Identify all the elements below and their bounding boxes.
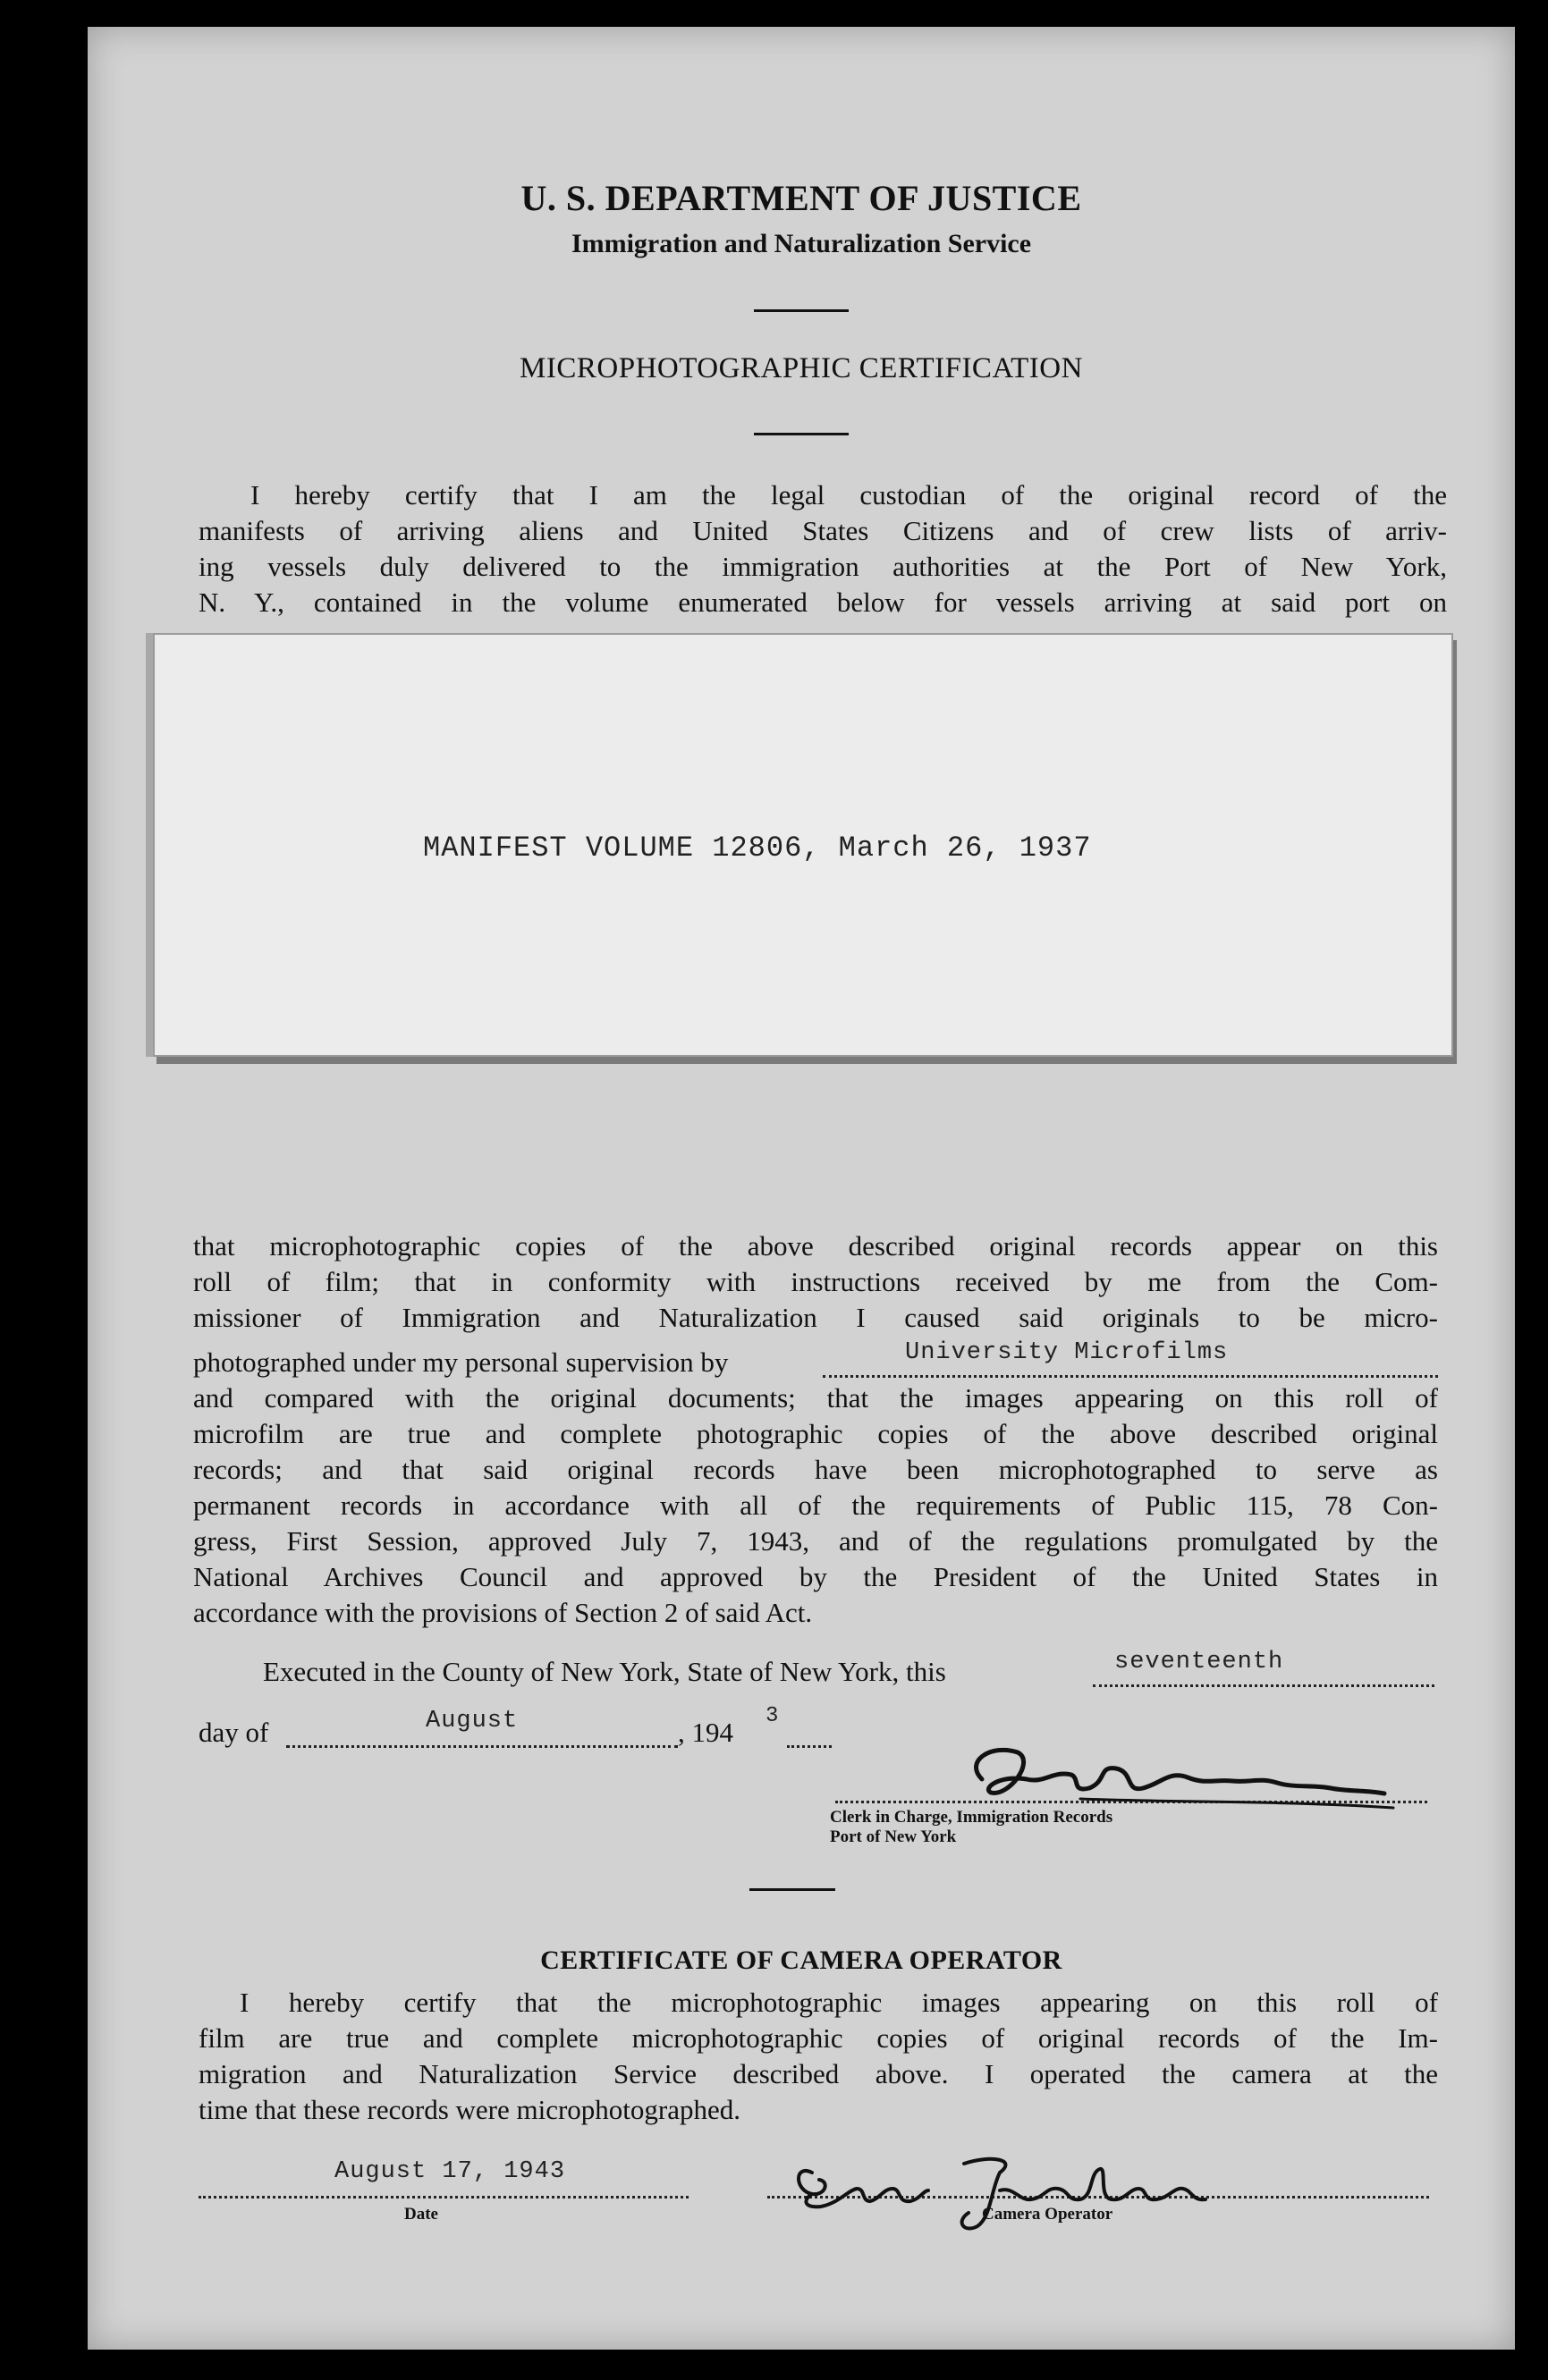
supervision-prefix: photographed under my personal supervision by [193, 1346, 729, 1378]
body-paragraph-bottom [193, 1380, 1438, 1631]
intro-line: I hereby certify that I am the legal custodian of the original record of the [250, 479, 1447, 511]
operator-line: I hereby certify that the microphotographic images appearing on this roll of [240, 1987, 1438, 2018]
intro-line: manifests of arriving aliens and United States Citizens and of crew lists of arriv- [199, 515, 1447, 546]
year-dotted-line [787, 1745, 832, 1748]
body-paragraph-top [193, 1228, 1438, 1336]
service-subtitle: Immigration and Naturalization Service [571, 229, 1032, 258]
body-line: roll of film; that in conformity with instructions received by me from the Com- [193, 1266, 1438, 1297]
month-filled-value: August [426, 1708, 519, 1734]
body-line: records; and that said original records have been microphotographed to serve as [193, 1454, 1438, 1485]
camera-operator-title: CERTIFICATE OF CAMERA OPERATOR [540, 1945, 1062, 1975]
body-line: that microphotographic copies of the above described original records appear on this [193, 1230, 1438, 1262]
supervision-filled-value: University Microfilms [905, 1339, 1229, 1366]
day-filled-value: seventeenth [1114, 1649, 1284, 1675]
document-page [88, 27, 1515, 2350]
body-line: and compared with the original documents; that the images appearing on this roll of [193, 1382, 1438, 1414]
body-line: gress, First Session, approved July 7, 1943, and of the regulations promulgated by the [193, 1525, 1438, 1557]
clerk-title-line-2: Port of New York [830, 1827, 957, 1846]
date-dotted-line [199, 2196, 689, 2199]
day-of-label: day of [199, 1717, 269, 1748]
section-divider [749, 1888, 835, 1891]
clerk-title-line-1: Clerk in Charge, Immigration Records [830, 1808, 1113, 1827]
intro-line: ing vessels duly delivered to the immigration authorities at the Port of New York, [199, 551, 1447, 582]
certification-title: MICROPHOTOGRAPHIC CERTIFICATION [520, 352, 1083, 384]
camera-operator-paragraph [199, 1985, 1438, 2092]
year-filled-digit: 3 [766, 1704, 780, 1728]
body-line: accordance with the provisions of Section 2 of said Act. [193, 1597, 813, 1628]
department-title: U. S. DEPARTMENT OF JUSTICE [520, 178, 1082, 218]
year-printed: , 194 [678, 1717, 733, 1748]
manifest-volume-text: MANIFEST VOLUME 12806, March 26, 1937 [423, 831, 1092, 865]
month-dotted-line [286, 1745, 678, 1748]
operator-last-line: time that these records were microphotographed. [199, 2094, 740, 2125]
body-line: National Archives Council and approved by the President of the United States in [193, 1561, 1438, 1592]
manifest-slip [153, 633, 1453, 1057]
camera-operator-label: Camera Operator [982, 2205, 1113, 2224]
body-line: microfilm are true and complete photographic copies of the above described original [193, 1418, 1438, 1449]
supervision-dotted-line [823, 1375, 1438, 1378]
executed-prefix: Executed in the County of New York, State of New York, this [263, 1656, 946, 1687]
header-divider-1 [754, 309, 849, 312]
date-label: Date [404, 2205, 438, 2224]
body-line: missioner of Immigration and Naturalization I caused said originals to be micro- [193, 1302, 1438, 1333]
body-line: permanent records in accordance with all of the requirements of Public 115, 78 Con- [193, 1490, 1438, 1521]
day-dotted-line [1093, 1684, 1434, 1687]
intro-line: N. Y., contained in the volume enumerated below for vessels arriving at said port on [199, 587, 1447, 618]
operator-date-value: August 17, 1943 [334, 2158, 566, 2185]
operator-line: film are true and complete microphotographic copies of original records of the Im- [199, 2022, 1438, 2054]
intro-paragraph [199, 477, 1447, 620]
operator-line: migration and Naturalization Service described above. I operated the camera at the [199, 2058, 1438, 2089]
header-divider-2 [754, 433, 849, 435]
